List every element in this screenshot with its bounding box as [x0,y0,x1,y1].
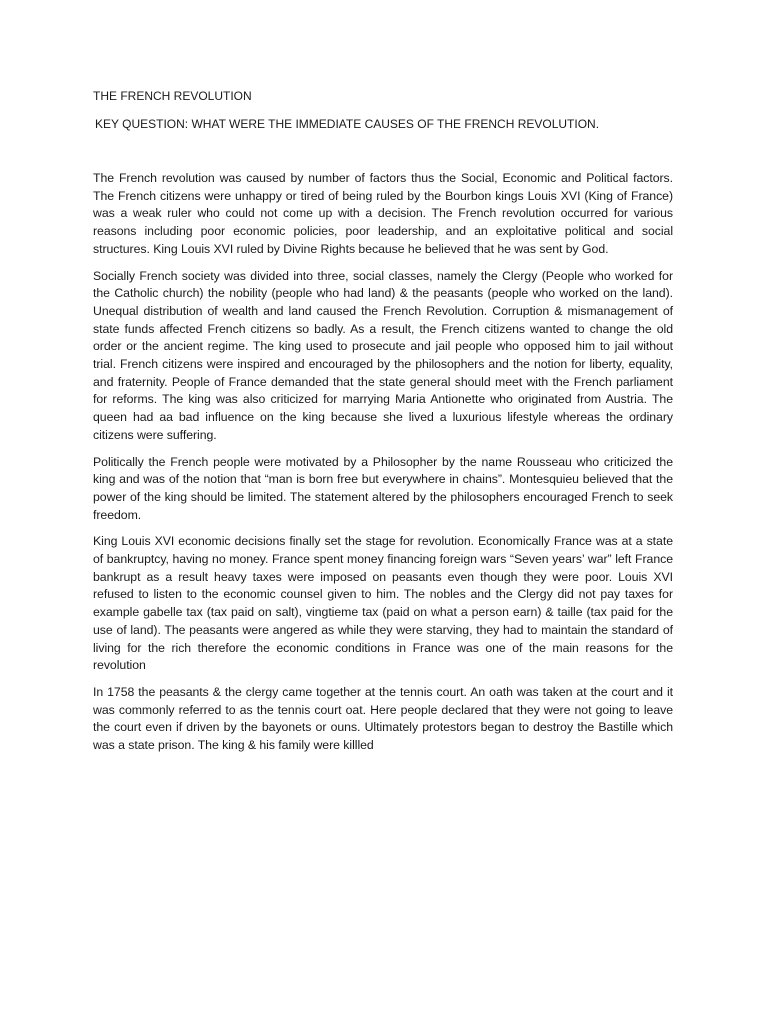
key-question: KEY QUESTION: WHAT WERE THE IMMEDIATE CAUSES OF THE FRENCH REVOLUTION. [95,117,600,131]
paragraph-intro: The French revolution was caused by number of factors thus the Social, Economic and Political factors. The French citizens were unhappy or tired of being ruled by the Bourbon kings Louis XVI (King of France) was a weak ruler who could not come up with a decision. The French revolution occurred for various reasons including poor economic policies, poor leadership, and an exploitative political and social structures. King Louis XVI ruled by Divine Rights because he believed that he was sent by God. [93,171,673,256]
paragraph-economic: King Louis XVI economic decisions finally set the stage for revolution. Economically France was at a state of bankruptcy, having no money. France spent money financing foreign wars “Seven years’ war” left France bankrupt as a result heavy taxes were imposed on peasants even though they were poor. Louis XVI refused to listen to the economic counsel given to him. The nobles and the Clergy did not pay taxes for example gabelle tax (tax paid on salt), vingtieme tax (paid on what a person earn) & taille (tax paid for the use of land). The peasants were angered as while they were starving, they had to maintain the standard of living for the rich therefore the economic conditions in France was one of the main reasons for the revolution [93,534,673,673]
paragraph-political: Politically the French people were motivated by a Philosopher by the name Rousseau who criticized the king and was of the notion that “man is born free but everywhere in chains”. Montesquieu believed that the power of the king should be limited. The statement altered by the philosophers encouraged French to seek freedom. [93,454,673,522]
paragraph-tennis-court: In 1758 the peasants & the clergy came together at the tennis court. An oath was taken at the court and it was commonly referred to as the tennis court oat. Here people declared that they were not going to leave the court even if driven by the bayonets or ouns. Ultimately protestors began to destroy the Bastille which was a state prison. The king & his family were killled [93,684,673,753]
paragraph-social: Socially French society was divided into three, social classes, namely the Clergy (People who worked for the Catholic church) the nobility (people who had land) & the peasants (people who worked on the land). Unequal distribution of wealth and land caused the French Revolution. Corruption & mismanagement of state funds affected French citizens so badly. As a result, the French citizens wanted to change the old order or the ancient regime. The king used to prosecute and jail people who opposed him to jail without trial. French citizens were inspired and encouraged by the philosophers and the notion for liberty, equality, and fraternity. People of France demanded that the state general should meet with the French parliament for reforms. The king was also criticized for marrying Maria Antionette who originated from Austria. The queen had aa bad influence on the king because she lived a luxurious lifestyle whereas the ordinary citizens were suffering. [93,268,673,442]
document-body [93,170,673,755]
document-title: THE FRENCH REVOLUTION [93,89,252,103]
document-page [93,88,673,764]
